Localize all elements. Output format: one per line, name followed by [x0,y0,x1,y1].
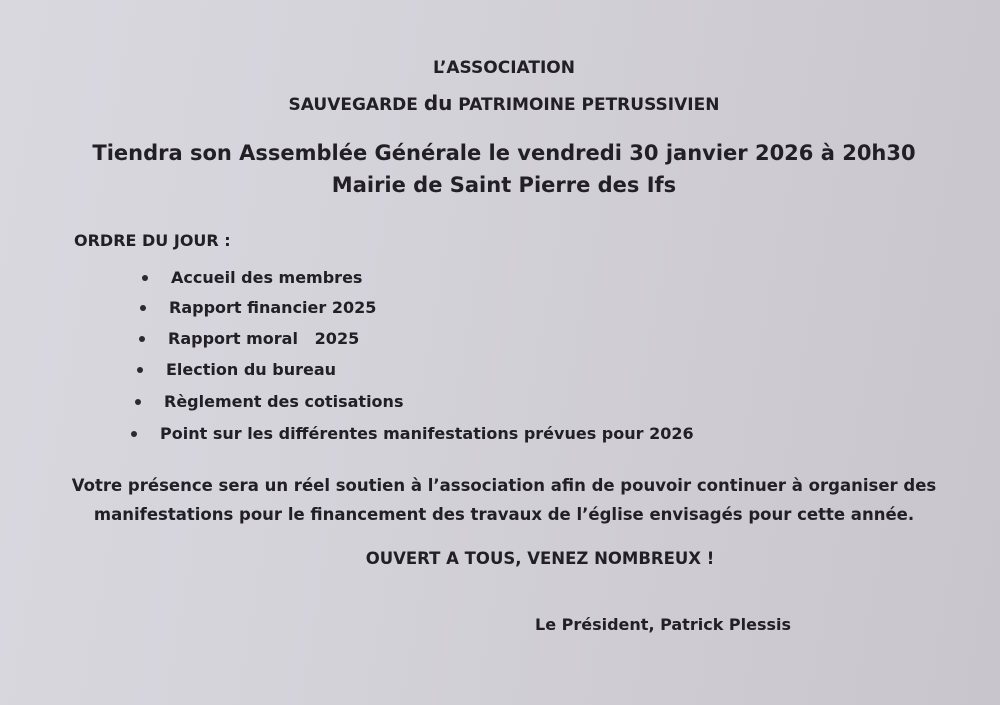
bullet-icon [139,336,145,342]
agenda-item-label: Rapport moral 2025 [168,329,360,348]
agenda-item-label: Point sur les différentes manifestations prévues pour 2026 [160,424,694,443]
meeting-location: Mairie de Saint Pierre des Ifs [331,173,677,197]
agenda-heading: ORDRE DU JOUR : [74,231,231,250]
agenda-item [131,424,694,443]
agenda-item-label: Election du bureau [166,360,337,379]
association-name-du: du [423,91,453,115]
agenda-item [139,329,359,348]
agenda-item [142,268,362,287]
bullet-icon [140,305,146,311]
agenda-item [140,298,376,317]
bullet-icon [137,367,143,373]
association-name-part2: PATRIMOINE PETRUSSIVIEN [452,95,720,115]
agenda-item [137,360,336,379]
signature: Le Président, Patrick Plessis [535,615,792,634]
meeting-announcement: Tiendra son Assemblée Générale le vendredi 30 janvier 2026 à 20h30 [92,141,916,165]
bullet-icon [142,275,148,281]
closing-paragraph-line-2: manifestations pour le financement des travaux de l’église envisagés pour cette année. [93,505,915,524]
call-to-action: OUVERT A TOUS, VENEZ NOMBREUX ! [365,549,715,568]
agenda-item [135,392,403,411]
association-name-part1: SAUVEGARDE [288,95,424,115]
closing-paragraph-line-1: Votre présence sera un réel soutien à l’association afin de pouvoir continuer à organiser des [71,476,937,495]
association-name [4,91,1000,115]
bullet-icon [131,431,137,437]
association-title: L’ASSOCIATION [433,58,575,78]
agenda-item-label: Accueil des membres [171,268,363,287]
bullet-icon [135,399,141,405]
agenda-item-label: Rapport financier 2025 [169,298,377,317]
agenda-item-label: Règlement des cotisations [164,392,404,411]
